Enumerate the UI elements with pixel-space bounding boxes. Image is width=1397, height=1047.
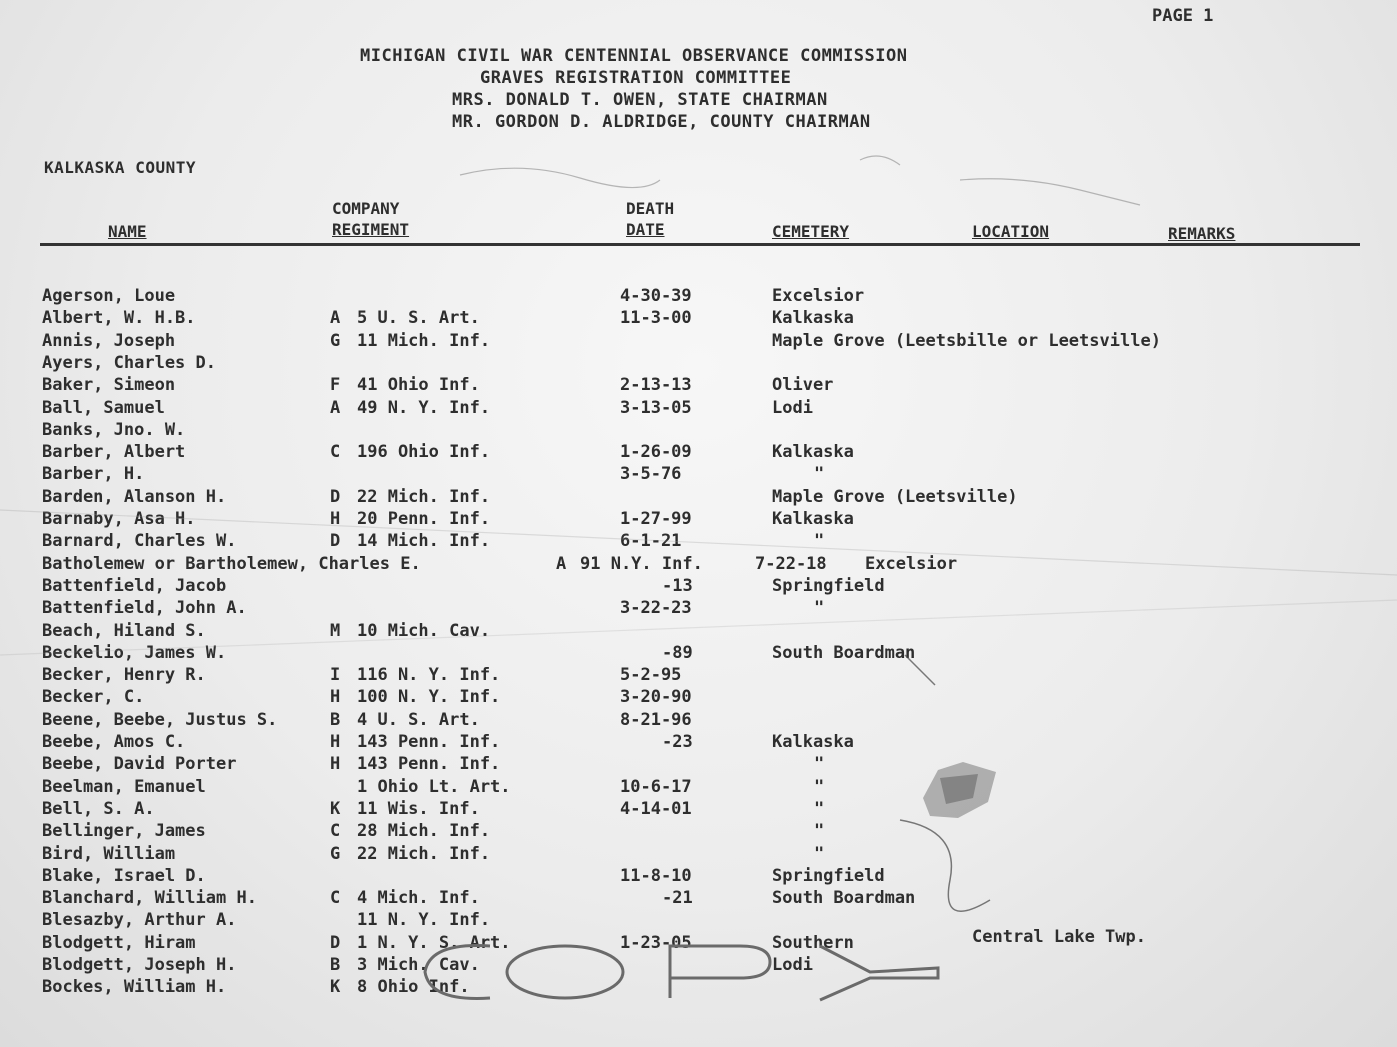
record-cemetery: Lodi — [772, 955, 813, 975]
record-cemetery: Maple Grove (Leetsbille or Leetsville) — [772, 331, 1161, 351]
header-committee: GRAVES REGISTRATION COMMITTEE — [480, 68, 792, 88]
record-cemetery: Springfield — [772, 576, 885, 596]
record-name: Banks, Jno. W. — [42, 420, 186, 440]
record-name: Annis, Joseph — [42, 331, 176, 351]
record-regiment: 22 Mich. Inf. — [357, 487, 491, 507]
record-death-date: 8-21-96 — [620, 710, 692, 730]
column-header-remarks: REMARKS — [1168, 224, 1236, 243]
record-company: D — [330, 933, 341, 953]
record-name: Blanchard, William H. — [42, 888, 257, 908]
record-company: C — [330, 442, 341, 462]
record-regiment: 11 Wis. Inf. — [357, 799, 480, 819]
record-name: Becker, Henry R. — [42, 665, 206, 685]
record-regiment: 196 Ohio Inf. — [357, 442, 491, 462]
record-name: Blodgett, Joseph H. — [42, 955, 237, 975]
header-county-chairman: MR. GORDON D. ALDRIDGE, COUNTY CHAIRMAN — [452, 112, 871, 132]
record-name: Bell, S. A. — [42, 799, 155, 819]
record-regiment: 11 Mich. Inf. — [357, 331, 491, 351]
record-cemetery: Kalkaska — [772, 442, 854, 462]
record-cemetery: Springfield — [772, 866, 885, 886]
record-name: Agerson, Loue — [42, 286, 176, 306]
county-label: KALKASKA COUNTY — [44, 158, 196, 177]
record-cemetery: Excelsior — [865, 554, 958, 574]
column-header-regiment: REGIMENT — [332, 220, 410, 239]
record-cemetery: South Boardman — [772, 888, 916, 908]
record-company: H — [330, 754, 341, 774]
record-cemetery: " — [814, 821, 825, 841]
record-death-date: 11-8-10 — [620, 866, 692, 886]
record-company: D — [330, 487, 341, 507]
record-company: G — [330, 331, 341, 351]
record-cemetery: Lodi — [772, 398, 813, 418]
record-company: B — [330, 955, 341, 975]
record-cemetery: Kalkaska — [772, 732, 854, 752]
record-regiment: 14 Mich. Inf. — [357, 531, 491, 551]
column-header-location: LOCATION — [972, 222, 1050, 241]
column-header-cemetery: CEMETERY — [772, 222, 850, 241]
record-name: Barnard, Charles W. — [42, 531, 237, 551]
record-name: Albert, W. H.B. — [42, 308, 196, 328]
record-regiment: 143 Penn. Inf. — [357, 732, 501, 752]
record-regiment: 3 Mich. Cav. — [357, 955, 480, 975]
record-cemetery: Excelsior — [772, 286, 865, 306]
record-cemetery: " — [814, 799, 825, 819]
record-cemetery: " — [814, 844, 825, 864]
record-name: Barber, Albert — [42, 442, 186, 462]
column-header-death: DEATH — [626, 199, 675, 218]
record-cemetery: South Boardman — [772, 643, 916, 663]
record-death-date: 1-27-99 — [620, 509, 692, 529]
record-name: Ball, Samuel — [42, 398, 165, 418]
record-regiment: 143 Penn. Inf. — [357, 754, 501, 774]
record-company: D — [330, 531, 341, 551]
record-regiment: 1 N. Y. S. Art. — [357, 933, 511, 953]
header-state-chairman: MRS. DONALD T. OWEN, STATE CHAIRMAN — [452, 90, 828, 110]
ink-smudge — [918, 758, 1000, 820]
record-regiment: 10 Mich. Cav. — [357, 621, 491, 641]
record-name: Barber, H. — [42, 464, 145, 484]
header-commission: MICHIGAN CIVIL WAR CENTENNIAL OBSERVANCE COMMISSION — [360, 46, 908, 66]
record-name: Battenfield, Jacob — [42, 576, 227, 596]
record-death-date: 7-22-18 — [755, 554, 827, 574]
record-cemetery: " — [814, 777, 825, 797]
record-regiment: 100 N. Y. Inf. — [357, 687, 501, 707]
record-company: B — [330, 710, 341, 730]
record-death-date: -21 — [662, 888, 693, 908]
record-regiment: 8 Ohio Inf. — [357, 977, 470, 997]
record-company: A — [556, 554, 567, 574]
record-company: A — [330, 398, 341, 418]
record-death-date: 4-14-01 — [620, 799, 692, 819]
record-death-date: 3-5-76 — [620, 464, 682, 484]
record-location: Central Lake Twp. — [972, 927, 1146, 947]
record-name: Beach, Hiland S. — [42, 621, 206, 641]
record-cemetery: Oliver — [772, 375, 834, 395]
record-death-date: 5-2-95 — [620, 665, 682, 685]
record-regiment: 41 Ohio Inf. — [357, 375, 480, 395]
record-death-date: 3-13-05 — [620, 398, 692, 418]
record-cemetery: " — [814, 464, 825, 484]
column-header-date: DATE — [626, 220, 665, 239]
record-name: Beebe, Amos C. — [42, 732, 186, 752]
record-name: Beelman, Emanuel — [42, 777, 206, 797]
record-name: Blodgett, Hiram — [42, 933, 196, 953]
record-name: Blake, Israel D. — [42, 866, 206, 886]
record-death-date: 10-6-17 — [620, 777, 692, 797]
record-death-date: 2-13-13 — [620, 375, 692, 395]
column-header-company: COMPANY — [332, 199, 400, 218]
record-death-date: 4-30-39 — [620, 286, 692, 306]
record-name: Bockes, William H. — [42, 977, 227, 997]
record-company: C — [330, 821, 341, 841]
record-death-date: 3-20-90 — [620, 687, 692, 707]
record-death-date: 3-22-23 — [620, 598, 692, 618]
record-regiment: 20 Penn. Inf. — [357, 509, 491, 529]
record-company: K — [330, 799, 341, 819]
record-cemetery: " — [814, 754, 825, 774]
record-regiment: 11 N. Y. Inf. — [357, 910, 491, 930]
page-number: PAGE 1 — [1152, 6, 1214, 26]
record-name: Beckelio, James W. — [42, 643, 227, 663]
record-regiment: 4 U. S. Art. — [357, 710, 480, 730]
record-death-date: 6-1-21 — [620, 531, 682, 551]
record-death-date: 1-26-09 — [620, 442, 692, 462]
record-cemetery: " — [814, 598, 825, 618]
record-cemetery: Southern — [772, 933, 854, 953]
record-company: G — [330, 844, 341, 864]
record-regiment: 91 N.Y. Inf. — [580, 554, 703, 574]
record-company: H — [330, 509, 341, 529]
record-name: Blesazby, Arthur A. — [42, 910, 237, 930]
record-regiment: 49 N. Y. Inf. — [357, 398, 491, 418]
header-rule — [40, 243, 1360, 246]
record-regiment: 116 N. Y. Inf. — [357, 665, 501, 685]
record-name: Bellinger, James — [42, 821, 206, 841]
record-name: Batholemew or Bartholemew, Charles E. — [42, 554, 421, 574]
record-company: C — [330, 888, 341, 908]
column-header-name: NAME — [108, 222, 147, 241]
record-company: A — [330, 308, 341, 328]
record-regiment: 28 Mich. Inf. — [357, 821, 491, 841]
record-regiment: 1 Ohio Lt. Art. — [357, 777, 511, 797]
copy-stamp — [370, 938, 950, 1006]
record-cemetery: Kalkaska — [772, 308, 854, 328]
record-regiment: 22 Mich. Inf. — [357, 844, 491, 864]
record-name: Barden, Alanson H. — [42, 487, 227, 507]
record-name: Beene, Beebe, Justus S. — [42, 710, 278, 730]
record-name: Bird, William — [42, 844, 176, 864]
record-company: M — [330, 621, 341, 641]
record-name: Baker, Simeon — [42, 375, 176, 395]
record-regiment: 4 Mich. Inf. — [357, 888, 480, 908]
record-death-date: -13 — [662, 576, 693, 596]
record-cemetery: " — [814, 531, 825, 551]
record-name: Barnaby, Asa H. — [42, 509, 196, 529]
record-cemetery: Kalkaska — [772, 509, 854, 529]
record-death-date: 11-3-00 — [620, 308, 692, 328]
record-death-date: 1-23-05 — [620, 933, 692, 953]
record-regiment: 5 U. S. Art. — [357, 308, 480, 328]
record-name: Battenfield, John A. — [42, 598, 247, 618]
record-death-date: -89 — [662, 643, 693, 663]
record-death-date: -23 — [662, 732, 693, 752]
record-company: H — [330, 687, 341, 707]
record-company: K — [330, 977, 341, 997]
record-company: F — [330, 375, 341, 395]
record-name: Ayers, Charles D. — [42, 353, 216, 373]
record-name: Becker, C. — [42, 687, 145, 707]
record-name: Beebe, David Porter — [42, 754, 237, 774]
record-company: H — [330, 732, 341, 752]
record-company: I — [330, 665, 341, 685]
record-cemetery: Maple Grove (Leetsville) — [772, 487, 1018, 507]
